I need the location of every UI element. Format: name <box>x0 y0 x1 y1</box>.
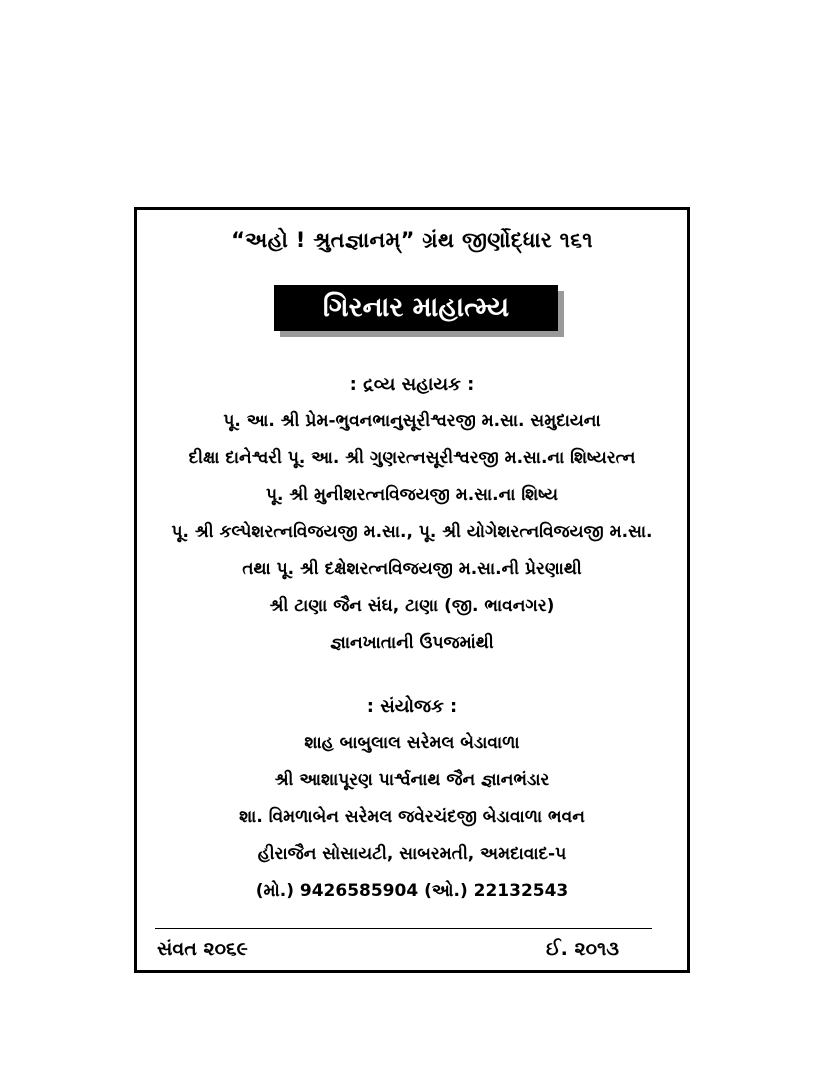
compiler-line: શા. વિમળાબેન સરેમલ જવેરચંદજી બેડાવાળા ભવન <box>239 807 585 827</box>
sponsor-line: પૂ. શ્રી કલ્પેશરત્નવિજયજી મ.સા., પૂ. શ્રી યોગેશરત્નવિજયજી મ.સા. <box>171 522 653 542</box>
sponsor-line: જ્ઞાનખાતાની ઉપજમાંથી <box>330 633 494 653</box>
sponsor-line: શ્રી ટાણા જૈન સંઘ, ટાણા (જી. ભાવનગર) <box>269 596 555 616</box>
sponsor-heading: : દ્રવ્ય સહાયક : <box>349 374 475 395</box>
section-gap <box>137 662 687 688</box>
sponsor-line: તથા પૂ. શ્રી દક્ષેશરત્નવિજયજી મ.સા.ની પ્રેરણાથી <box>242 559 582 579</box>
footer-divider <box>155 928 652 929</box>
sponsor-line: પૂ. શ્રી મુનીશરત્નવિજયજી મ.સા.ના શિષ્ય <box>265 485 558 505</box>
title-page-frame <box>134 207 690 973</box>
sponsor-line: પૂ. આ. શ્રી પ્રેમ-ભુવનભાનુસૂરીશ્વરજી મ.સા. સમુદાયના <box>223 411 601 431</box>
compiler-heading: : સંયોજક : <box>366 696 458 717</box>
book-title: ગિરનાર માહાત્મ્ય <box>274 285 558 331</box>
title-banner <box>274 285 564 337</box>
credits-block <box>137 366 687 910</box>
compiler-line: શાહ બાબુલાલ સરેમલ બેડાવાળા <box>304 733 520 753</box>
ad-year: ઈ. ૨૦૧૩ <box>545 938 619 960</box>
samvat-year: સંવત ૨૦૬૯ <box>157 938 248 960</box>
sponsor-line: દીક્ષા દાનેશ્વરી પૂ. આ. શ્રી ગુણરત્નસૂરીશ્વરજી મ.સા.ના શિષ્યરત્ન <box>188 448 636 468</box>
compiler-line: હીરાજૈન સોસાયટી, સાબરમતી, અમદાવાદ-૫ <box>257 844 567 864</box>
compiler-line: શ્રી આશાપૂરણ પાર્શ્વનાથ જૈન જ્ઞાનભંડાર <box>274 770 550 790</box>
series-line: “અહો ! શ્રુતજ્ઞાનમ્” ગ્રંથ જીર્ણોદ્ધાર ૧૬૧ <box>231 228 593 252</box>
compiler-contact: (મો.) 9426585904 (ઓ.) 22132543 <box>255 881 569 901</box>
